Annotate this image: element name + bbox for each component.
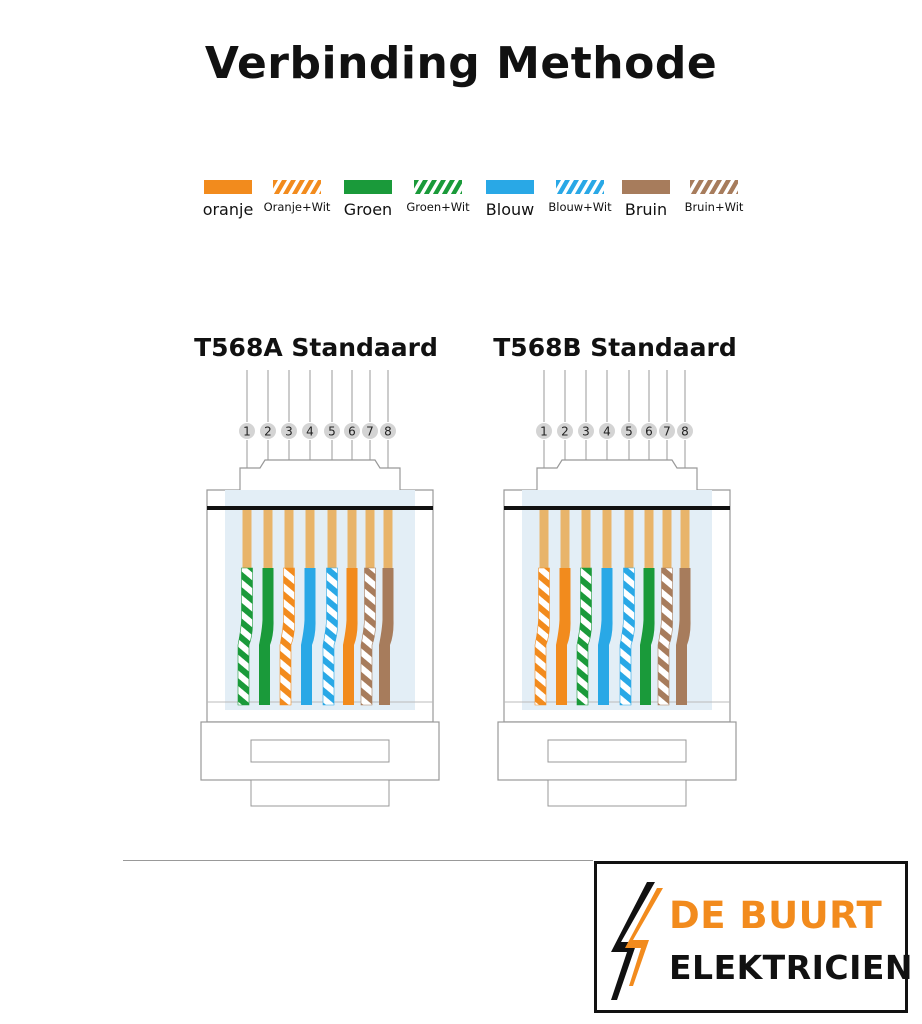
legend-swatch	[486, 180, 534, 194]
svg-text:2: 2	[264, 424, 272, 439]
pin-number	[659, 423, 675, 439]
legend-label: Blouw	[485, 200, 535, 219]
svg-text:7: 7	[663, 424, 671, 439]
svg-text:4: 4	[306, 424, 314, 439]
logo-line-1: DE BUURT	[669, 894, 883, 937]
svg-text:7: 7	[366, 424, 374, 439]
legend-swatch	[273, 180, 321, 194]
t568b-title: T568B Standaard	[493, 333, 737, 362]
legend-item-5	[470, 180, 550, 219]
pin-number	[344, 423, 360, 439]
legend-swatch	[414, 180, 462, 194]
pin-number	[599, 423, 615, 439]
pin-number	[260, 423, 276, 439]
legend-item-2	[257, 180, 337, 214]
legend-swatch	[556, 180, 604, 194]
legend-label: Groen	[343, 200, 393, 219]
pin-number	[302, 423, 318, 439]
svg-text:4: 4	[603, 424, 611, 439]
legend-label: Blouw+Wit	[548, 200, 612, 214]
pin-number	[578, 423, 594, 439]
pin-number	[324, 423, 340, 439]
svg-text:6: 6	[348, 424, 356, 439]
legend-label: oranje	[202, 200, 254, 219]
t568a-title: T568A Standaard	[194, 333, 438, 362]
svg-text:1: 1	[243, 424, 251, 439]
legend-item-3	[328, 180, 408, 219]
svg-text:6: 6	[645, 424, 653, 439]
legend-label: Bruin	[624, 200, 668, 219]
pin-number	[677, 423, 693, 439]
color-legend	[0, 180, 922, 230]
legend-swatch	[690, 180, 738, 194]
t568a-connector	[195, 360, 445, 810]
logo-line-2: ELEKTRICIEN	[669, 948, 914, 987]
pin-number	[536, 423, 552, 439]
t568b-connector	[492, 360, 742, 810]
legend-swatch	[204, 180, 252, 194]
pin-number	[380, 423, 396, 439]
legend-label: Groen+Wit	[406, 200, 470, 214]
divider-line	[123, 860, 593, 861]
legend-swatch	[344, 180, 392, 194]
legend-swatch	[622, 180, 670, 194]
legend-label: Bruin+Wit	[684, 200, 744, 214]
svg-text:1: 1	[540, 424, 548, 439]
pin-number	[621, 423, 637, 439]
svg-text:3: 3	[285, 424, 293, 439]
lightning-bolt-icon	[603, 876, 673, 1006]
svg-text:5: 5	[625, 424, 633, 439]
legend-item-1	[188, 180, 268, 219]
svg-text:3: 3	[582, 424, 590, 439]
pin-number	[362, 423, 378, 439]
pin-number	[281, 423, 297, 439]
svg-text:5: 5	[328, 424, 336, 439]
svg-text:8: 8	[384, 424, 392, 439]
legend-item-8	[674, 180, 754, 214]
legend-label: Oranje+Wit	[263, 200, 331, 214]
company-logo	[594, 861, 914, 1013]
pin-number	[641, 423, 657, 439]
svg-text:8: 8	[681, 424, 689, 439]
pin-number	[557, 423, 573, 439]
pin-number	[239, 423, 255, 439]
svg-text:2: 2	[561, 424, 569, 439]
page-title: Verbinding Methode	[204, 38, 718, 89]
legend-item-4	[398, 180, 478, 214]
